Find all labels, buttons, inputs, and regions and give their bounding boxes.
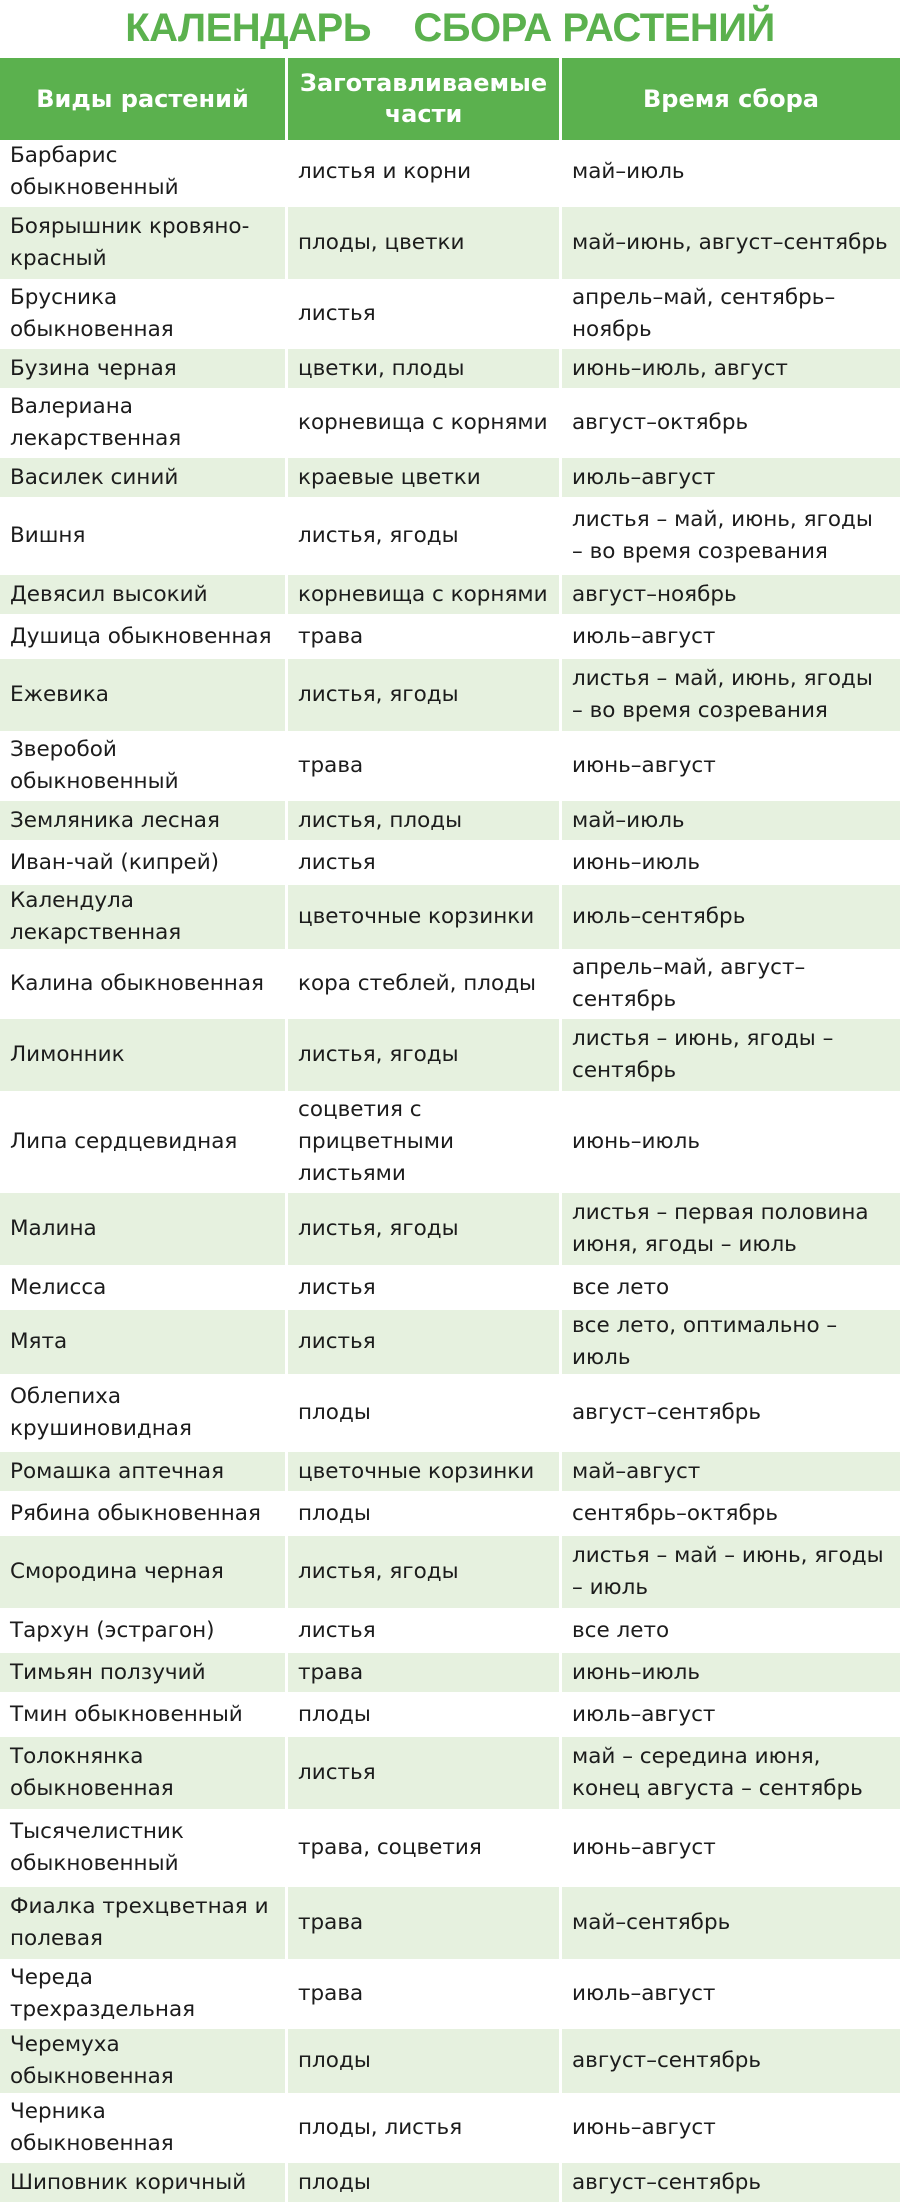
table-row xyxy=(0,500,900,575)
plant-name-cell: Калина обыкновенная xyxy=(0,952,288,1019)
table-row xyxy=(0,1887,900,1962)
parts-cell: листья, ягоды xyxy=(288,1536,562,1611)
parts-cell: трава xyxy=(288,617,562,659)
table-row xyxy=(0,1695,900,1737)
page-title: КАЛЕНДАРЬ СБОРА РАСТЕНИЙ xyxy=(125,6,775,50)
parts-cell: кора стеблей, плоды xyxy=(288,952,562,1019)
harvest-time-cell: август–сентябрь xyxy=(562,1377,900,1452)
plant-name-cell: Череда трехраздельная xyxy=(0,1962,288,2029)
table-row xyxy=(0,1536,900,1611)
plant-name-cell: Валериана лекарственная xyxy=(0,391,288,458)
parts-cell: корневища с корнями xyxy=(288,575,562,617)
harvest-time-cell: май–июнь, август–сентябрь xyxy=(562,207,900,282)
plant-name-cell: Тархун (эстрагон) xyxy=(0,1611,288,1653)
harvest-time-cell: август–ноябрь xyxy=(562,575,900,617)
plant-name-cell: Шиповник коричный xyxy=(0,2163,288,2205)
harvest-time-cell: сентябрь–октябрь xyxy=(562,1494,900,1536)
header-time: Время сбора xyxy=(562,58,900,140)
plant-name-cell: Липа сердцевидная xyxy=(0,1094,288,1193)
plant-name-cell: Мелисса xyxy=(0,1268,288,1310)
table-row xyxy=(0,575,900,617)
harvest-time-cell: май–июль xyxy=(562,140,900,207)
parts-cell: плоды, цветки xyxy=(288,207,562,282)
plant-name-cell: Черемуха обыкновенная xyxy=(0,2029,288,2096)
harvest-time-cell: июль–август xyxy=(562,458,900,500)
table-row xyxy=(0,801,900,843)
parts-cell: плоды xyxy=(288,2029,562,2096)
plant-name-cell: Тимьян ползучий xyxy=(0,1653,288,1695)
harvest-time-cell: май–сентябрь xyxy=(562,1887,900,1962)
plant-name-cell: Толокнянка обыкновенная xyxy=(0,1737,288,1812)
table-row xyxy=(0,734,900,801)
harvest-time-cell: июль–август xyxy=(562,1962,900,2029)
table-row xyxy=(0,2096,900,2163)
harvest-time-cell: август–сентябрь xyxy=(562,2029,900,2096)
plant-name-cell: Душица обыкновенная xyxy=(0,617,288,659)
parts-cell: листья, ягоды xyxy=(288,659,562,734)
plant-name-cell: Вишня xyxy=(0,500,288,575)
parts-cell: трава xyxy=(288,1962,562,2029)
parts-cell: листья, ягоды xyxy=(288,1193,562,1268)
harvest-time-cell: июль–сентябрь xyxy=(562,885,900,952)
harvest-time-cell: июнь–июль, август xyxy=(562,349,900,391)
harvest-time-cell: июнь–июль xyxy=(562,843,900,885)
plant-name-cell: Мята xyxy=(0,1310,288,1377)
parts-cell: плоды xyxy=(288,2163,562,2205)
parts-cell: плоды, листья xyxy=(288,2096,562,2163)
parts-cell: листья xyxy=(288,1310,562,1377)
table-body xyxy=(0,140,900,2205)
parts-cell: листья xyxy=(288,1268,562,1310)
harvest-time-cell: май–июль xyxy=(562,801,900,843)
harvest-time-cell: июнь–июль xyxy=(562,1653,900,1695)
header-parts: Заготавливаемые части xyxy=(288,58,562,140)
table-row xyxy=(0,952,900,1019)
table-row xyxy=(0,1812,900,1887)
parts-cell: листья, ягоды xyxy=(288,1019,562,1094)
harvest-time-cell: июнь–август xyxy=(562,2096,900,2163)
plant-name-cell: Смородина черная xyxy=(0,1536,288,1611)
table-row xyxy=(0,391,900,458)
table-row xyxy=(0,1494,900,1536)
plant-name-cell: Фиалка трехцветная и полевая xyxy=(0,1887,288,1962)
plant-name-cell: Календула лекарственная xyxy=(0,885,288,952)
harvest-time-cell: июнь–июль xyxy=(562,1094,900,1193)
plant-name-cell: Черника обыкновенная xyxy=(0,2096,288,2163)
header-plant: Виды растений xyxy=(0,58,288,140)
parts-cell: листья xyxy=(288,1611,562,1653)
table-row xyxy=(0,1962,900,2029)
harvest-time-cell: листья – первая половина июня, ягоды – июль xyxy=(562,1193,900,1268)
parts-cell: цветочные корзинки xyxy=(288,1452,562,1494)
plant-name-cell: Зверобой обыкновенный xyxy=(0,734,288,801)
parts-cell: листья xyxy=(288,1737,562,1812)
plant-name-cell: Земляника лесная xyxy=(0,801,288,843)
plant-name-cell: Барбарис обыкновенный xyxy=(0,140,288,207)
plant-name-cell: Ромашка аптечная xyxy=(0,1452,288,1494)
table-row xyxy=(0,843,900,885)
table-row xyxy=(0,349,900,391)
plant-name-cell: Брусника обыкновенная xyxy=(0,282,288,349)
table-row xyxy=(0,2029,900,2096)
plant-name-cell: Василек синий xyxy=(0,458,288,500)
harvest-time-cell: все лето xyxy=(562,1268,900,1310)
plant-name-cell: Малина xyxy=(0,1193,288,1268)
table-row xyxy=(0,1268,900,1310)
table-row xyxy=(0,885,900,952)
parts-cell: цветки, плоды xyxy=(288,349,562,391)
harvest-time-cell: все лето xyxy=(562,1611,900,1653)
table-row xyxy=(0,458,900,500)
harvest-time-cell: май – середина июня, конец августа – сентябрь xyxy=(562,1737,900,1812)
harvest-time-cell: листья – май, июнь, ягоды – во время созревания xyxy=(562,500,900,575)
harvest-time-cell: август–октябрь xyxy=(562,391,900,458)
table-row xyxy=(0,1737,900,1812)
table-row xyxy=(0,1377,900,1452)
harvest-time-cell: листья – июнь, ягоды – сентябрь xyxy=(562,1019,900,1094)
table-row xyxy=(0,1653,900,1695)
parts-cell: листья xyxy=(288,843,562,885)
table-row xyxy=(0,659,900,734)
parts-cell: соцветия с прицветными листьями xyxy=(288,1094,562,1193)
plant-name-cell: Рябина обыкновенная xyxy=(0,1494,288,1536)
parts-cell: листья, ягоды xyxy=(288,500,562,575)
parts-cell: листья, плоды xyxy=(288,801,562,843)
harvest-time-cell: август–сентябрь xyxy=(562,2163,900,2205)
plant-name-cell: Девясил высокий xyxy=(0,575,288,617)
harvest-time-cell: июль–август xyxy=(562,1695,900,1737)
harvest-time-cell: май–август xyxy=(562,1452,900,1494)
parts-cell: плоды xyxy=(288,1695,562,1737)
table-row xyxy=(0,207,900,282)
harvest-time-cell: июнь–август xyxy=(562,1812,900,1887)
table-row xyxy=(0,617,900,659)
plant-name-cell: Иван-чай (кипрей) xyxy=(0,843,288,885)
parts-cell: плоды xyxy=(288,1494,562,1536)
parts-cell: листья и корни xyxy=(288,140,562,207)
plant-name-cell: Бузина черная xyxy=(0,349,288,391)
harvest-time-cell: апрель–май, сентябрь–ноябрь xyxy=(562,282,900,349)
table-row xyxy=(0,282,900,349)
harvest-time-cell: июль–август xyxy=(562,617,900,659)
parts-cell: цветочные корзинки xyxy=(288,885,562,952)
parts-cell: краевые цветки xyxy=(288,458,562,500)
table-header xyxy=(0,58,900,140)
parts-cell: трава xyxy=(288,1653,562,1695)
table-row xyxy=(0,1193,900,1268)
harvest-time-cell: июнь–август xyxy=(562,734,900,801)
parts-cell: листья xyxy=(288,282,562,349)
parts-cell: плоды xyxy=(288,1377,562,1452)
parts-cell: трава xyxy=(288,734,562,801)
parts-cell: трава, соцветия xyxy=(288,1812,562,1887)
harvest-time-cell: листья – май – июнь, ягоды – июль xyxy=(562,1536,900,1611)
table-row xyxy=(0,1310,900,1377)
table-row xyxy=(0,1452,900,1494)
table-row xyxy=(0,1019,900,1094)
header-row xyxy=(0,58,900,140)
harvest-time-cell: апрель–май, август–сентябрь xyxy=(562,952,900,1019)
plant-calendar-table xyxy=(0,58,900,2205)
plant-name-cell: Ежевика xyxy=(0,659,288,734)
harvest-time-cell: листья – май, июнь, ягоды – во время созревания xyxy=(562,659,900,734)
plant-name-cell: Облепиха крушиновидная xyxy=(0,1377,288,1452)
table-row xyxy=(0,1094,900,1193)
plant-name-cell: Тысячелистник обыкновенный xyxy=(0,1812,288,1887)
harvest-time-cell: все лето, оптимально – июль xyxy=(562,1310,900,1377)
table-row xyxy=(0,1611,900,1653)
parts-cell: корневища с корнями xyxy=(288,391,562,458)
table-row xyxy=(0,2163,900,2205)
plant-name-cell: Тмин обыкновенный xyxy=(0,1695,288,1737)
plant-name-cell: Лимонник xyxy=(0,1019,288,1094)
table-row xyxy=(0,140,900,207)
plant-name-cell: Боярышник кровяно-красный xyxy=(0,207,288,282)
parts-cell: трава xyxy=(288,1887,562,1962)
